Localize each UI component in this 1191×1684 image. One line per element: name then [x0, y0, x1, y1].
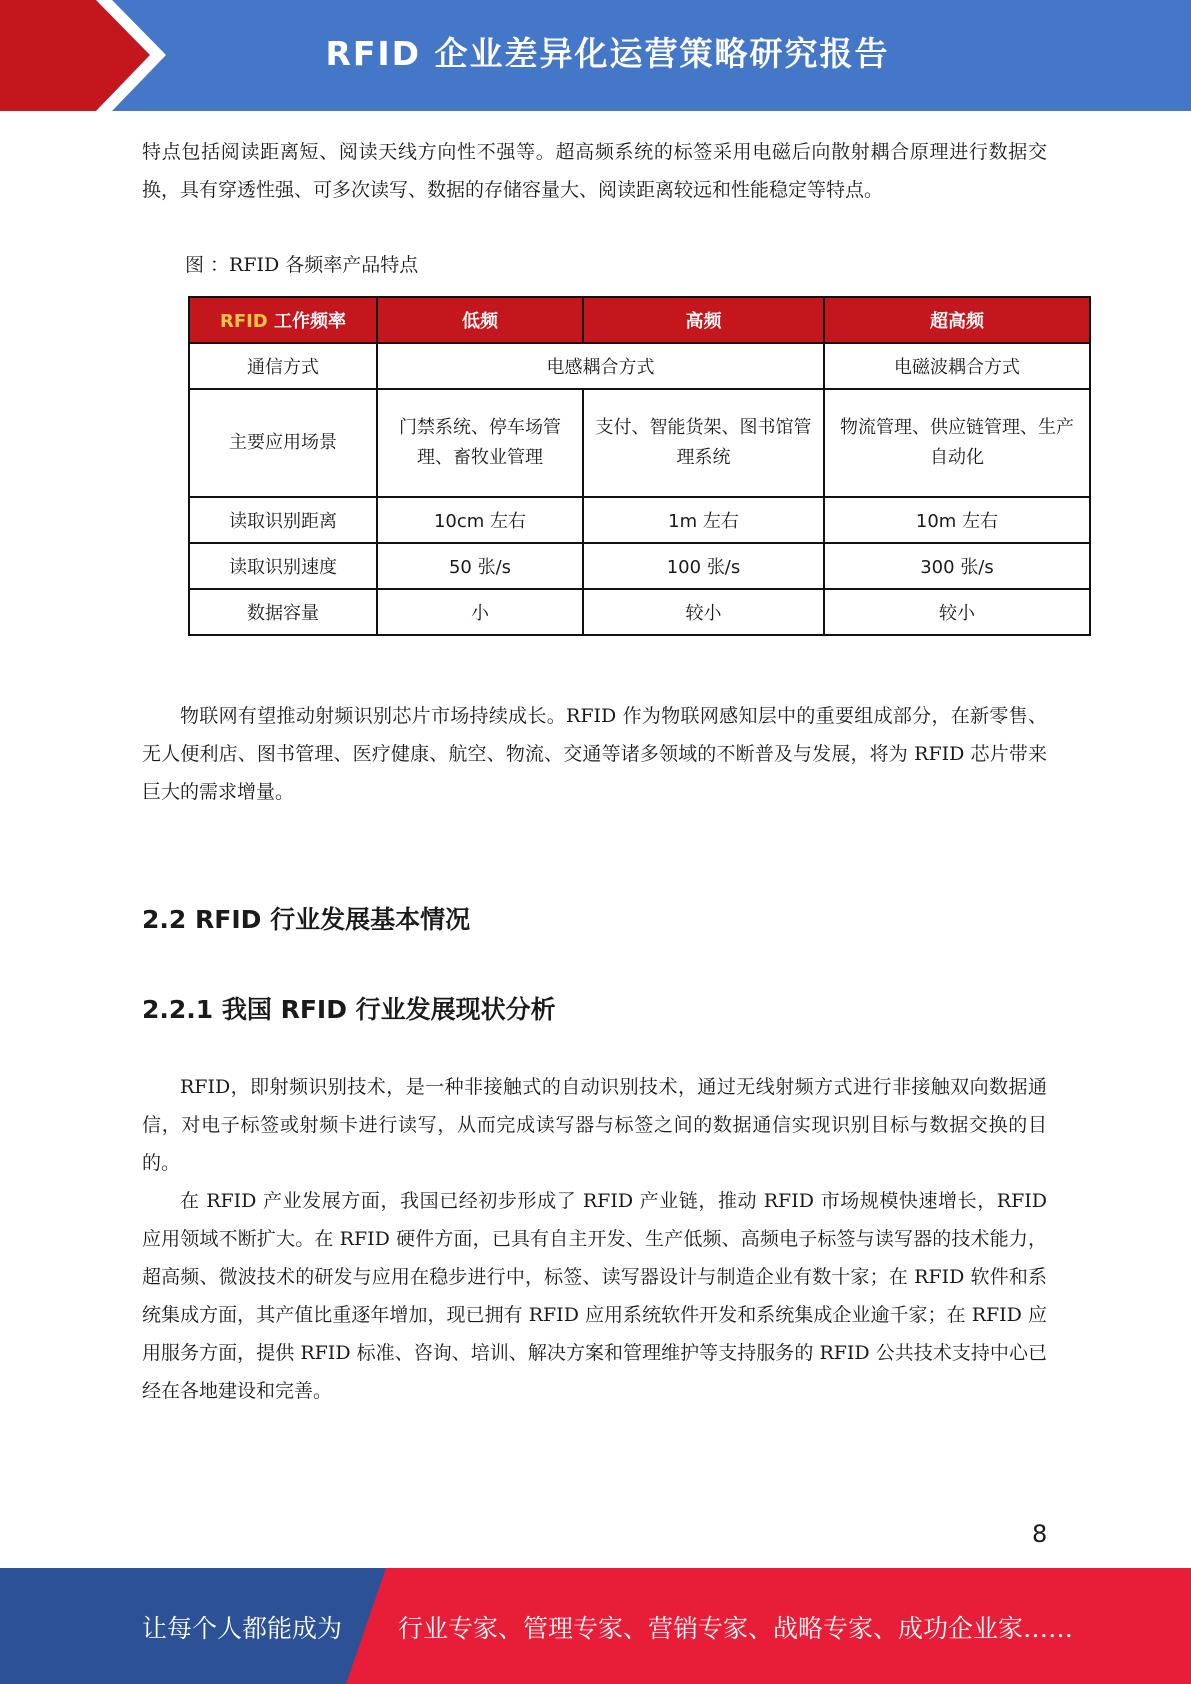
intro-paragraph: 特点包括阅读距离短、阅读天线方向性不强等。超高频系统的标签采用电磁后向散射耦合原理进行数据交换，具有穿透性强、可多次读写、数据的存储容量大、阅读距离较远和性能稳定等特点。	[142, 141, 1047, 201]
table-header-uhf: 超高频	[824, 297, 1090, 343]
table-cell: 50 张/s	[377, 543, 583, 589]
footer-slogan-left: 让每个人都能成为	[142, 1614, 343, 1643]
table-cell: 100 张/s	[583, 543, 824, 589]
table-row	[189, 497, 1090, 543]
table-header-high: 高频	[583, 297, 824, 343]
row-label: 通信方式	[189, 343, 377, 389]
table-row	[189, 343, 1090, 389]
rfid-frequency-table	[188, 296, 1091, 636]
table-row	[189, 389, 1090, 497]
table-cell: 电磁波耦合方式	[824, 343, 1090, 389]
table-row	[189, 543, 1090, 589]
iot-paragraph: 物联网有望推动射频识别芯片市场持续成长。RFID 作为物联网感知层中的重要组成部分，在新零售、无人便利店、图书管理、医疗健康、航空、物流、交通等诸多领域的不断普及与发展，将为 RFID 芯片带来巨大的需求增量。	[142, 705, 1047, 803]
industry-paragraph: 在 RFID 产业发展方面，我国已经初步形成了 RFID 产业链，推动 RFID 市场规模快速增长，RFID 应用领域不断扩大。在 RFID 硬件方面，已具有自主开发、生产低频、高频电子标签与读写器的技术能力，超高频、微波技术的研发与应用在稳步进行中，标签、读写器设计与制造企业有数十家；在 RFID 软件和系统集成方面，其产值比重逐年增加，现已拥有 RFID 应用系统软件开发和系统集成企业逾千家；在 RFID 应用服务方面，提供 RFID 标准、咨询、培训、解决方案和管理维护等支持服务的 RFID 公共技术支持中心已经在各地建设和完善。	[142, 1190, 1047, 1402]
page-footer	[0, 1568, 1191, 1684]
table-row	[189, 589, 1090, 635]
page-number: 8	[1032, 1520, 1048, 1548]
table-header-low: 低频	[377, 297, 583, 343]
row-label: 数据容量	[189, 589, 377, 635]
table-cell: 电感耦合方式	[377, 343, 824, 389]
table-caption: 图 ：RFID 各频率产品特点	[185, 254, 419, 276]
table-cell: 较小	[824, 589, 1090, 635]
table-cell: 较小	[583, 589, 824, 635]
row-label: 读取识别速度	[189, 543, 377, 589]
table-cell: 门禁系统、停车场管理、畜牧业管理	[377, 389, 583, 497]
table-cell: 1m 左右	[583, 497, 824, 543]
table-cell: 10cm 左右	[377, 497, 583, 543]
definition-paragraph: RFID，即射频识别技术，是一种非接触式的自动识别技术，通过无线射频方式进行非接触双向数据通信，对电子标签或射频卡进行读写，从而完成读写器与标签之间的数据通信实现识别目标与数据交换的目的。	[142, 1076, 1047, 1174]
table-cell: 支付、智能货架、图书馆管理系统	[583, 389, 824, 497]
table-header-row	[189, 297, 1090, 343]
row-label: 主要应用场景	[189, 389, 377, 497]
table-header-frequency: RFID 工作频率	[189, 297, 377, 343]
table-cell: 小	[377, 589, 583, 635]
subsection-heading: 2.2.1 我国 RFID 行业发展现状分析	[142, 995, 556, 1024]
footer-slogan-right: 行业专家、管理专家、营销专家、战略专家、成功企业家……	[398, 1614, 1074, 1643]
row-label: 读取识别距离	[189, 497, 377, 543]
table-cell: 300 张/s	[824, 543, 1090, 589]
section-heading: 2.2 RFID 行业发展基本情况	[142, 905, 471, 934]
page-header	[0, 0, 1191, 111]
table-cell: 物流管理、供应链管理、生产自动化	[824, 389, 1090, 497]
report-title: RFID 企业差异化运营策略研究报告	[325, 34, 890, 73]
table-cell: 10m 左右	[824, 497, 1090, 543]
